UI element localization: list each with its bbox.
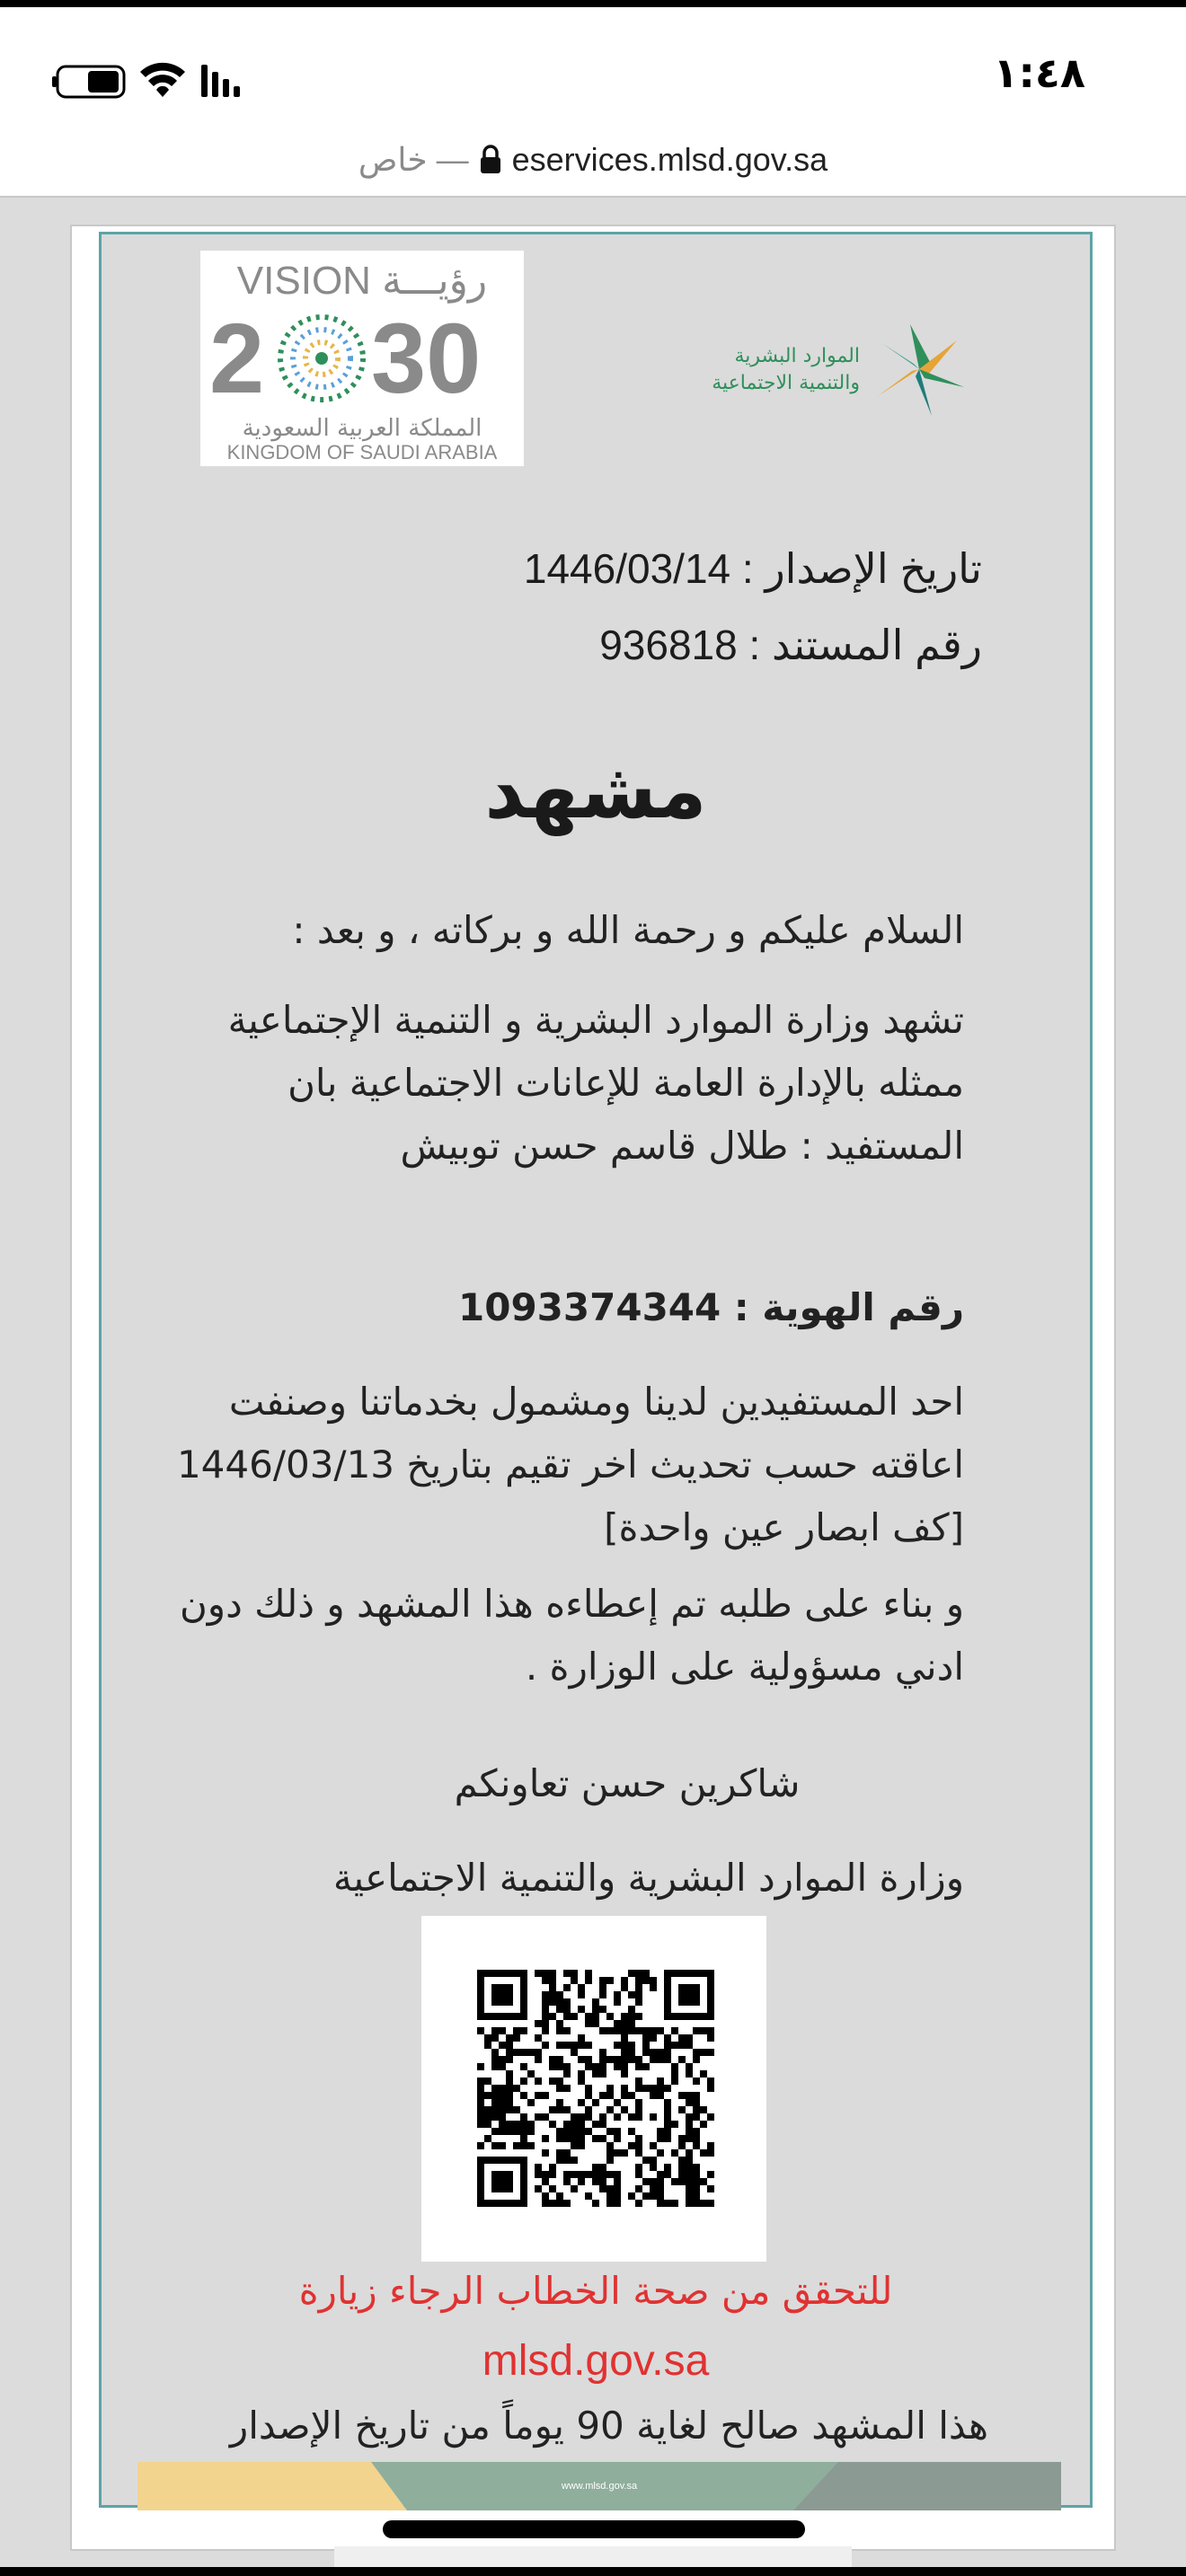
footer-url: www.mlsd.gov.sa	[561, 2481, 638, 2492]
document-title: مشهد	[484, 746, 707, 836]
battery-icon	[52, 66, 124, 97]
beneficiary-text: احد المستفيدين لدينا ومشمول بخدماتنا وصنفت اعاقته حسب تحديث اخر تقيم بتاريخ 1446/03/13 [كف ابصار عين واحدة]	[176, 1380, 964, 1549]
lock-icon	[480, 145, 501, 175]
mlsd-logo	[677, 315, 973, 423]
wifi-icon	[140, 63, 185, 97]
greeting-text: السلام عليكم و رحمة الله و بركاته ، و بعد :	[292, 908, 964, 952]
svg-text:30: 30	[371, 304, 482, 414]
svg-text:2: 2	[209, 304, 265, 414]
status-bar	[0, 7, 1186, 133]
signal-icon	[201, 65, 240, 97]
validity-text: هذا المشهد صالح لغاية 90 يوماً من تاريخ الإصدار	[229, 2404, 989, 2448]
document-number: رقم المستند : 936818	[599, 622, 982, 668]
qr-finder-pattern	[668, 1973, 711, 2016]
footer-band	[137, 2462, 1061, 2510]
verify-link[interactable]: mlsd.gov.sa	[482, 2337, 710, 2385]
certification-text: تشهد وزارة الموارد البشرية و التنمية الإجتماعية ممثله بالإدارة العامة للإعانات الاجتماعية بان المستفيد : طلال قاسم حسن توبيش	[227, 998, 964, 1168]
document-frame	[99, 232, 1093, 2508]
status-time: ١:٤٨	[993, 49, 1085, 97]
bottom-toolbar-edge	[334, 2546, 852, 2567]
ministry-signature: وزارة الموارد البشرية والتنمية الاجتماعية	[332, 1856, 964, 1900]
request-text: و بناء على طلبه تم إعطاءه هذا المشهد و ذلك دون ادني مسؤولية على الوزارة .	[179, 1582, 964, 1689]
bottom-edge	[0, 2567, 1186, 2576]
id-number: رقم الهوية : 1093374344	[458, 1285, 964, 1329]
top-edge	[0, 0, 1186, 7]
qr-finder-pattern	[481, 1973, 524, 2016]
ministry-line1: الموارد البشرية	[734, 345, 860, 367]
url-text[interactable]: eservices.mlsd.gov.sa	[511, 141, 828, 178]
vision-top-text: VISION رؤيـــة	[236, 259, 488, 303]
vision-ar-text: المملكة العربية السعودية	[242, 415, 482, 442]
issue-date: تاريخ الإصدار : 1446/03/14	[523, 545, 982, 592]
ministry-line2: والتنمية الاجتماعية	[712, 372, 860, 394]
vision-2030-logo	[200, 251, 524, 466]
browser-url-bar[interactable]	[0, 133, 1186, 198]
qr-finder-pattern	[481, 2160, 524, 2203]
qr-code[interactable]	[477, 1970, 714, 2207]
status-icons	[50, 59, 266, 104]
home-indicator[interactable]	[383, 2520, 805, 2538]
vision-en-text: KINGDOM OF SAUDI ARABIA	[226, 441, 498, 463]
qr-code-box[interactable]	[421, 1916, 766, 2262]
private-label: خاص —	[358, 141, 469, 178]
verify-instruction: للتحقق من صحة الخطاب الرجاء زيارة	[298, 2269, 893, 2313]
mlsd-emblem-icon	[878, 324, 964, 416]
thanks-text: شاكرين حسن تعاونكم	[454, 1761, 801, 1805]
document-page	[70, 225, 1116, 2551]
